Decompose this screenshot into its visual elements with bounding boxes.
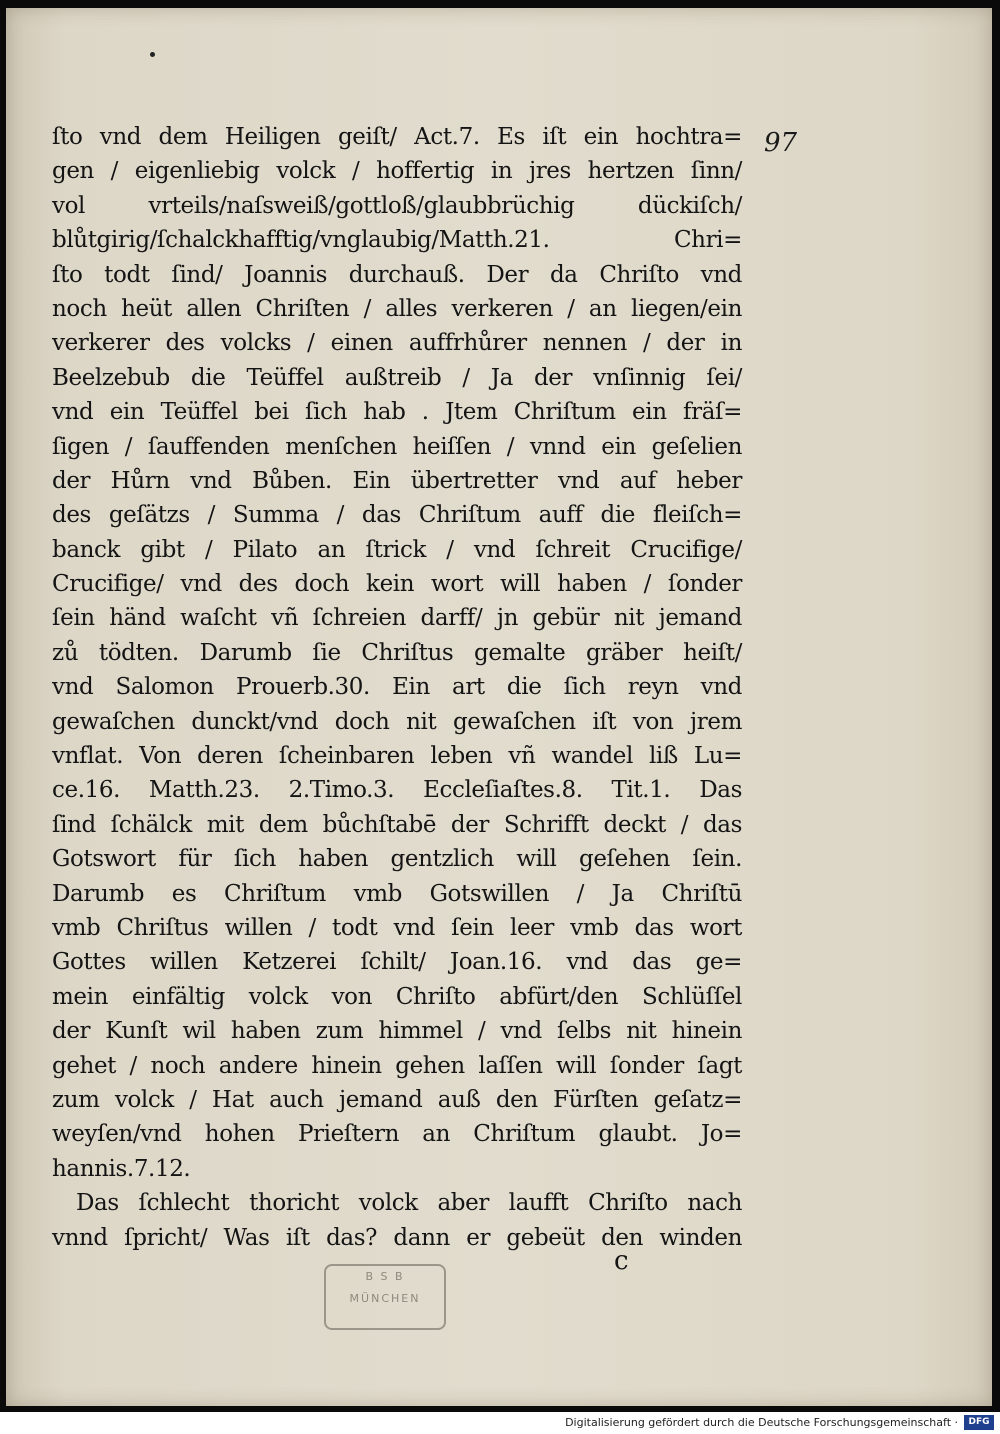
text-line: vmb Chriſtus willen / todt vnd ſein leer vmb das wort: [52, 914, 742, 941]
text-line: gehet / noch andere hinein gehen laſſen will ſonder ſagt: [52, 1052, 742, 1079]
library-stamp: [324, 1264, 446, 1330]
text-line: Crucifige/ vnd des doch kein wort will haben / ſonder: [52, 571, 742, 598]
text-line: mein einfältig volck von Chriſto abfürt/den Schlüſſel: [52, 983, 742, 1010]
text-line: ſto todt ſind/ Joannis durchauß. Der da Chriſto vnd: [52, 261, 742, 288]
text-line: blůtgirig/ſchalckhafftig/vnglaubig/Matth.21. Chri=: [52, 227, 742, 254]
text-line: Gotswort für ſich haben gentzlich will geſehen ſein.: [52, 846, 742, 873]
text-line: verkerer des volcks / einen auffrhůrer nennen / der in: [52, 330, 742, 357]
text-line: ſigen / ſauffenden menſchen heiſſen / vnnd ein geſelien: [52, 433, 742, 460]
stamp-line-2: MÜNCHEN: [349, 1292, 421, 1305]
page-number: 97: [764, 128, 798, 158]
text-line: zů tödten. Darumb ſie Chriſtus gemalte gräber heiſt/: [52, 639, 742, 666]
text-line: vol vrteils/naſsweiß/gottloß/glaubbrüchig dückiſch/: [52, 192, 742, 219]
text-line: Das ſchlecht thoricht volck aber laufft Chriſto nach: [76, 1190, 742, 1217]
text-line: Gottes willen Ketzerei ſchilt/ Joan.16. vnd das ge=: [52, 949, 742, 976]
text-line: vnd ein Teüffel bei ſich hab . Jtem Chriſtum ein fräſ=: [52, 399, 742, 426]
text-line: gewaſchen dunckt/vnd doch nit gewaſchen iſt von jrem: [52, 708, 742, 735]
text-line: hannis.7.12.: [52, 1155, 191, 1182]
dfg-logo[interactable]: DFG: [964, 1415, 994, 1430]
page-text-block: [52, 120, 742, 1255]
text-line: gen / eigenliebig volck / hoffertig in jres hertzen ſinn/: [52, 158, 742, 185]
text-line: ce.16. Matth.23. 2.Timo.3. Eccleſiaſtes.8. Tit.1. Das: [52, 777, 742, 804]
text-line: noch heüt allen Chriſten / alles verkeren / an liegen/ein: [52, 295, 742, 322]
signature-mark: c: [614, 1246, 629, 1276]
funding-notice: Digitalisierung gefördert durch die Deutsche Forschungsgemeinschaft ·: [565, 1416, 958, 1429]
text-line: vnd Salomon Prouerb.30. Ein art die ſich reyn vnd: [52, 674, 742, 701]
text-line: vnnd ſpricht/ Was iſt das? dann er gebeüt den winden: [52, 1224, 742, 1251]
text-line: Beelzebub die Teüffel außtreib / Ja der vnſinnig ſei/: [52, 364, 742, 391]
text-line: des geſätzs / Summa / das Chriſtum auff die fleiſch=: [52, 502, 742, 529]
text-line: vnflat. Von deren ſcheinbaren leben vñ wandel liß Lu=: [52, 743, 742, 770]
text-line: banck gibt / Pilato an ſtrick / vnd ſchreit Crucifige/: [52, 536, 742, 563]
text-line: weyſen/vnd hohen Prieſtern an Chriſtum glaubt. Jo=: [52, 1121, 742, 1148]
footer-bar: [0, 1412, 1000, 1434]
book-page: [6, 8, 992, 1406]
text-line: ſein händ waſcht vñ ſchreien darff/ jn gebür nit jemand: [52, 605, 742, 632]
text-line: ſto vnd dem Heiligen geiſt/ Act.7. Es iſt ein hochtra=: [52, 124, 742, 150]
text-line: Darumb es Chriſtum vmb Gotswillen / Ja Chriſtū: [52, 880, 742, 907]
stamp-line-1: B S B: [365, 1270, 405, 1283]
text-line: der Hůrn vnd Bůben. Ein übertretter vnd auf heber: [52, 467, 742, 494]
text-line: der Kunſt wil haben zum himmel / vnd ſelbs nit hinein: [52, 1018, 742, 1045]
ink-dot: [150, 52, 155, 57]
text-line: ſind ſchälck mit dem bůchſtabē der Schrifft deckt / das: [52, 811, 742, 838]
text-line: zum volck / Hat auch jemand auß den Fürſten geſatz=: [52, 1086, 742, 1113]
